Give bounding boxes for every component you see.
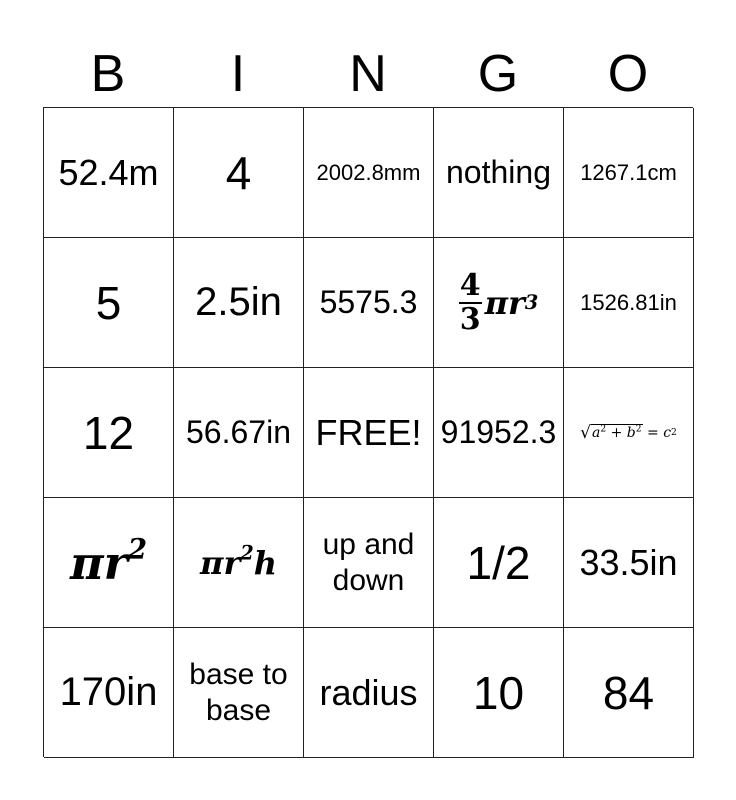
bingo-cell[interactable] [434, 368, 564, 498]
cell-text: radius [319, 671, 418, 713]
bingo-cell[interactable] [434, 498, 564, 628]
bingo-cell[interactable] [44, 368, 174, 498]
bingo-cell[interactable] [304, 628, 434, 758]
cell-text: 1267.1cm [580, 159, 677, 185]
cell-text: up and down [322, 527, 415, 597]
bingo-cell[interactable] [434, 108, 564, 238]
pythagorean-formula: √ $a^2 + b^2$ = c 2 [580, 422, 677, 443]
cylinder-volume-formula: $\pi r^2h$ [200, 541, 277, 582]
formula-expr: πr [484, 283, 525, 322]
bingo-cell[interactable] [44, 498, 174, 628]
bingo-cell[interactable] [304, 238, 434, 368]
bingo-cell[interactable] [44, 108, 174, 238]
bingo-header [43, 40, 693, 108]
cell-text: 52.4m [58, 151, 159, 193]
header-letter-g: G [477, 45, 519, 103]
header-letter-o: O [607, 45, 649, 103]
circle-area-formula: $\pi r^2$ [69, 531, 148, 590]
bingo-cell[interactable] [44, 238, 174, 368]
cell-text: 84 [602, 666, 655, 719]
bingo-cell[interactable] [434, 628, 564, 758]
bingo-cell[interactable] [174, 238, 304, 368]
cell-text: 56.67in [186, 414, 291, 450]
cell-text: 33.5in [579, 541, 678, 583]
bingo-cell[interactable] [564, 498, 694, 628]
free-space[interactable] [304, 368, 434, 498]
cell-text: nothing [446, 154, 551, 190]
bingo-cell[interactable] [434, 238, 564, 368]
sphere-volume-formula: $\frac{4}{3}$ πr 3 [459, 267, 539, 337]
cell-text: 5575.3 [319, 284, 418, 320]
fraction-denominator: 3 [459, 301, 481, 337]
bingo-cell[interactable] [304, 498, 434, 628]
header-letter-n: N [349, 45, 387, 103]
header-letter-i: I [230, 45, 246, 103]
bingo-cell[interactable] [44, 628, 174, 758]
cell-text: 170in [59, 670, 158, 714]
bingo-cell[interactable] [564, 368, 694, 498]
cell-text: 12 [82, 406, 135, 459]
cell-text: base to base [189, 657, 288, 727]
cell-text: 2.5in [195, 280, 282, 324]
cell-text: 5 [95, 276, 122, 329]
cell-text: 10 [472, 666, 525, 719]
bingo-cell[interactable] [564, 238, 694, 368]
bingo-grid [43, 107, 693, 757]
cell-text: 2002.8mm [316, 159, 421, 185]
bingo-cell[interactable] [174, 628, 304, 758]
header-letter-b: B [90, 45, 126, 103]
cell-text: 91952.3 [440, 414, 557, 450]
fraction-numerator: 4 [459, 267, 481, 303]
cell-text: 1/2 [466, 536, 531, 589]
bingo-cell[interactable] [174, 108, 304, 238]
bingo-cell[interactable] [174, 498, 304, 628]
fraction [459, 267, 482, 337]
bingo-cell[interactable] [304, 108, 434, 238]
cell-text: 4 [225, 146, 252, 199]
square-root-icon: √ [580, 422, 591, 443]
bingo-cell[interactable] [564, 108, 694, 238]
bingo-cell[interactable] [564, 628, 694, 758]
radicand: $a^2 + b^2$ [592, 424, 642, 441]
cell-text: 1526.81in [580, 289, 677, 315]
bingo-cell[interactable] [174, 368, 304, 498]
cell-text: FREE! [315, 411, 422, 453]
